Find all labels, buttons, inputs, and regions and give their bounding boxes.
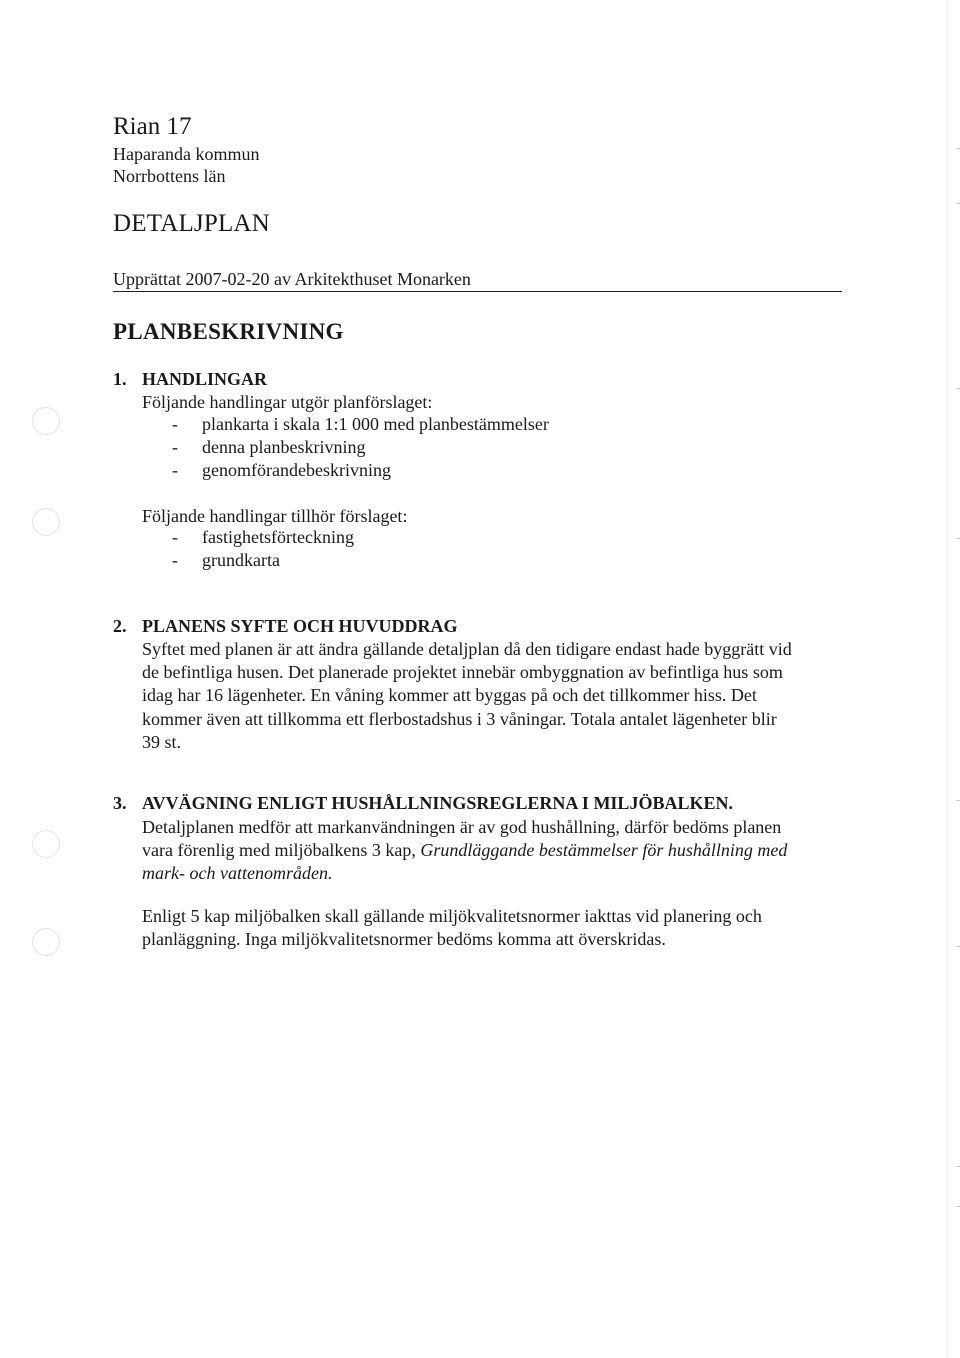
section1-intro-2: Följande handlingar tillhör förslaget: <box>142 506 408 526</box>
punch-hole-mark <box>32 508 60 536</box>
list-dash: - <box>172 437 178 457</box>
list-dash: - <box>172 414 178 434</box>
paragraph-line: Enligt 5 kap miljöbalken skall gällande miljökvalitetsnormer iakttas vid planering och <box>142 906 762 926</box>
header-divider <box>113 291 842 292</box>
paragraph-line: idag har 16 lägenheter. En våning kommer att byggas på och det tillkommer hiss. Det <box>142 685 757 706</box>
list-item-text: plankarta i skala 1:1 000 med planbestämmelser <box>202 414 549 434</box>
section2-heading: PLANENS SYFTE OCH HUVUDDRAG <box>142 616 458 636</box>
paragraph-text: vara förenlig med miljöbalkens 3 kap, <box>142 840 421 861</box>
list-item-text: denna planbeskrivning <box>202 437 366 457</box>
italic-reference: mark- och vattenområden. <box>142 863 333 884</box>
section3-paragraph-1 <box>142 816 842 886</box>
list-dash: - <box>172 460 178 480</box>
paragraph-line: Syftet med planen är att ändra gällande detaljplan då den tidigare endast hade byggrätt vid <box>142 639 792 659</box>
edge-tick <box>956 538 960 539</box>
paragraph-line <box>142 839 842 862</box>
document-type: DETALJPLAN <box>113 210 270 237</box>
paragraph-line: planläggning. Inga miljökvalitetsnormer bedöms komma att överskridas. <box>142 929 666 950</box>
list-item-text: genomförandebeskrivning <box>202 460 391 480</box>
list-item-text: grundkarta <box>202 550 280 570</box>
edge-tick <box>956 388 960 389</box>
list-item <box>172 550 772 573</box>
punch-hole-mark <box>32 830 60 858</box>
list-item <box>172 460 772 483</box>
list-dash: - <box>172 527 178 547</box>
edge-tick <box>956 1166 960 1167</box>
section1-heading: HANDLINGAR <box>142 369 268 389</box>
section2-number: 2. <box>113 616 127 636</box>
paragraph-line: Detaljplanen medför att markanvändningen är av god hushållning, därför bedöms planen <box>142 817 782 837</box>
prepared-line: Upprättat 2007-02-20 av Arkitekthuset Monarken <box>113 269 471 289</box>
section1-intro: Följande handlingar utgör planförslaget: <box>142 392 433 412</box>
section3-number: 3. <box>113 793 127 813</box>
section2-paragraph <box>142 638 842 754</box>
scan-edge-line <box>947 0 948 1358</box>
list-item-text: fastighetsförteckning <box>202 527 354 547</box>
list-item <box>172 527 772 550</box>
paragraph-line: de befintliga husen. Det planerade projektet innebär ombyggnation av befintliga hus som <box>142 662 783 683</box>
document-title: Rian 17 <box>113 113 192 140</box>
section3-paragraph-2 <box>142 905 842 951</box>
municipality: Haparanda kommun <box>113 144 260 164</box>
section1-number: 1. <box>113 369 127 389</box>
list-item <box>172 437 772 460</box>
edge-tick <box>956 800 960 801</box>
list-item <box>172 414 772 437</box>
edge-tick <box>956 946 960 947</box>
list-dash: - <box>172 550 178 570</box>
edge-tick <box>956 1206 960 1207</box>
italic-reference: Grundläggande bestämmelser för hushållning med <box>420 840 788 861</box>
punch-hole-mark <box>32 928 60 956</box>
paragraph-line: 39 st. <box>142 731 182 752</box>
section3-heading: AVVÄGNING ENLIGT HUSHÅLLNINGSREGLERNA I MILJÖBALKEN. <box>142 793 733 813</box>
punch-hole-mark <box>32 407 60 435</box>
edge-tick <box>956 203 960 204</box>
paragraph-line: kommer även att tillkomma ett flerbostadshus i 3 våningar. Totala antalet lägenheter blir <box>142 708 777 729</box>
edge-tick <box>956 148 960 149</box>
main-heading: PLANBESKRIVNING <box>113 319 344 344</box>
county: Norrbottens län <box>113 166 226 186</box>
